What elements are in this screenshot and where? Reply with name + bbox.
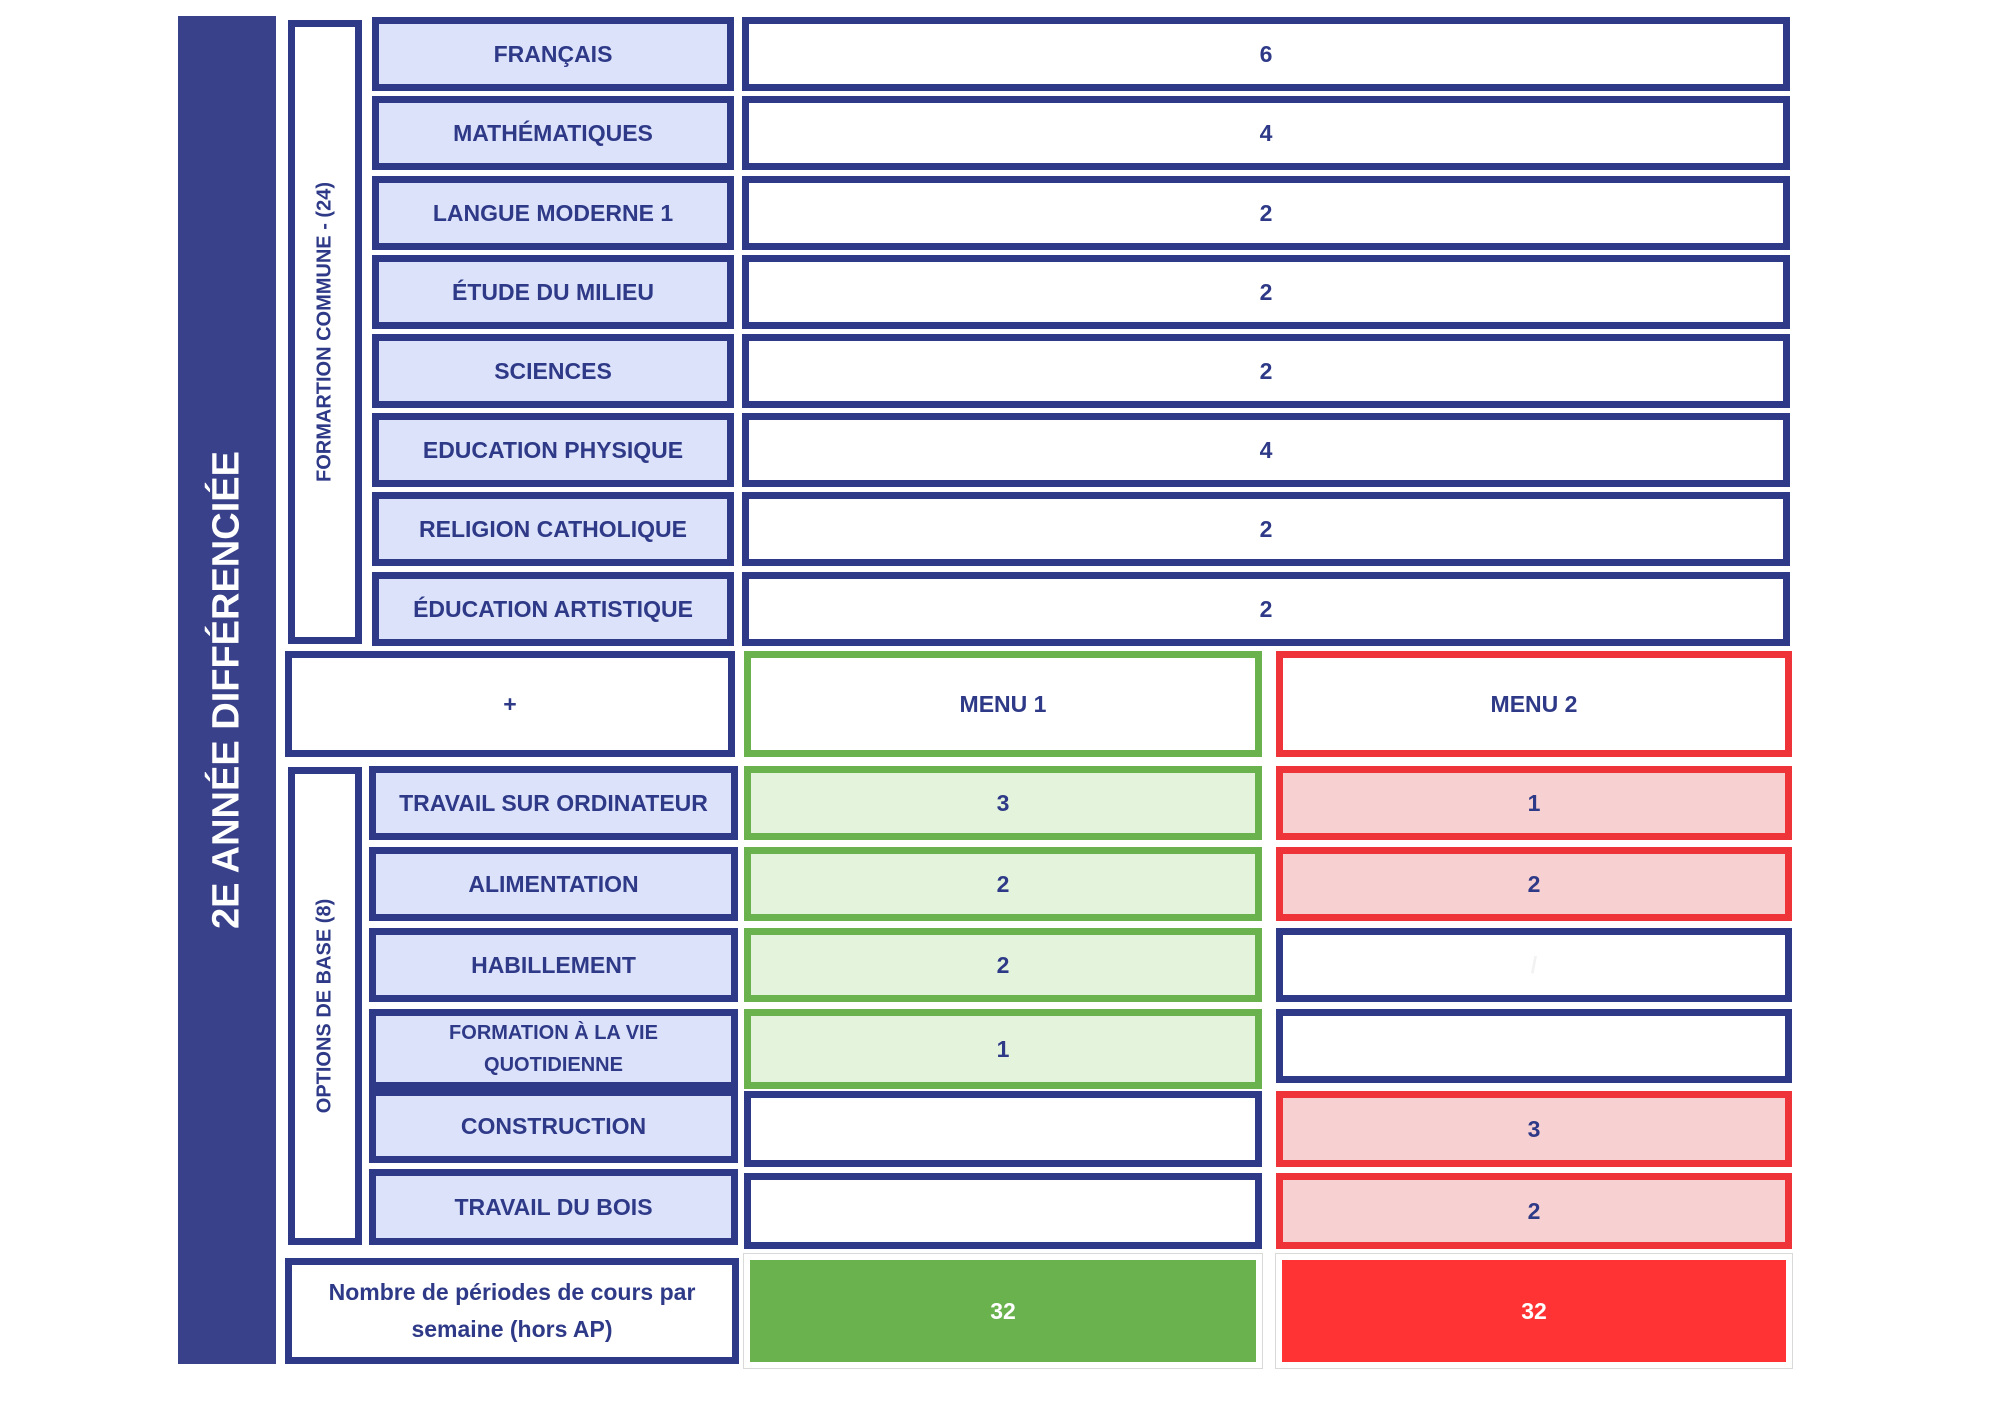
menu-plus-cell: + — [285, 651, 735, 757]
year-title-band — [178, 16, 276, 1364]
menu2-total: 32 — [1276, 1254, 1792, 1368]
subject-travail-sur-ordinateur: TRAVAIL SUR ORDINATEUR — [369, 766, 738, 840]
menu1-travail-du-bois — [744, 1173, 1262, 1249]
subject-construction: CONSTRUCTION — [369, 1089, 738, 1163]
menu1-alimentation: 2 — [744, 847, 1262, 921]
subject-etude-du-milieu: ÉTUDE DU MILIEU — [372, 255, 734, 329]
menu2-travail-du-bois: 2 — [1276, 1173, 1792, 1249]
menu1-construction — [744, 1091, 1262, 1167]
value-etude-du-milieu: 2 — [742, 255, 1790, 329]
menu1-travail-sur-ordinateur: 3 — [744, 766, 1262, 840]
menu2-formation-vie-quotidienne — [1276, 1009, 1792, 1083]
menu2-header: MENU 2 — [1276, 651, 1792, 757]
value-francais: 6 — [742, 17, 1790, 91]
value-sciences: 2 — [742, 334, 1790, 408]
subject-formation-vie-quotidienne: FORMATION À LA VIE QUOTIDIENNE — [369, 1009, 738, 1089]
subject-habillement: HABILLEMENT — [369, 928, 738, 1002]
value-mathematiques: 4 — [742, 96, 1790, 170]
menu2-alimentation: 2 — [1276, 847, 1792, 921]
options-de-base-label: OPTIONS DE BASE (8) — [313, 898, 336, 1114]
value-religion-catholique: 2 — [742, 492, 1790, 566]
subject-francais: FRANÇAIS — [372, 17, 734, 91]
year-title: 2E ANNÉE DIFFÉRENCIÉE — [205, 451, 248, 929]
menu2-habillement: / — [1276, 928, 1792, 1002]
menu1-habillement: 2 — [744, 928, 1262, 1002]
totals-label: Nombre de périodes de cours par semaine (hors AP) — [285, 1258, 739, 1364]
subject-education-physique: EDUCATION PHYSIQUE — [372, 413, 734, 487]
subject-alimentation: ALIMENTATION — [369, 847, 738, 921]
menu1-total: 32 — [744, 1254, 1262, 1368]
subject-education-artistique: ÉDUCATION ARTISTIQUE — [372, 572, 734, 646]
menu2-travail-sur-ordinateur: 1 — [1276, 766, 1792, 840]
subject-sciences: SCIENCES — [372, 334, 734, 408]
menu1-formation-vie-quotidienne: 1 — [744, 1009, 1262, 1089]
options-de-base-group — [288, 767, 362, 1245]
subject-travail-du-bois: TRAVAIL DU BOIS — [369, 1169, 738, 1245]
menu2-construction: 3 — [1276, 1091, 1792, 1167]
subject-langue-moderne: LANGUE MODERNE 1 — [372, 176, 734, 250]
subject-mathematiques: MATHÉMATIQUES — [372, 96, 734, 170]
menu1-header: MENU 1 — [744, 651, 1262, 757]
value-education-artistique: 2 — [742, 572, 1790, 646]
formation-commune-group — [288, 20, 362, 644]
value-langue-moderne: 2 — [742, 176, 1790, 250]
value-education-physique: 4 — [742, 413, 1790, 487]
formation-commune-label: FORMARTION COMMUNE - (24) — [313, 182, 336, 482]
subject-religion-catholique: RELIGION CATHOLIQUE — [372, 492, 734, 566]
